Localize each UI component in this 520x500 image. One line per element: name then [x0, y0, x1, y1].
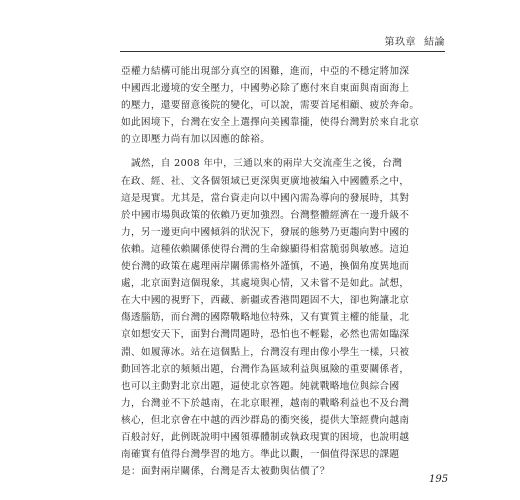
text-line: 百般討好，此例既說明中國領導體制或執政現實的困境，也說明越: [121, 431, 410, 443]
text-line: 動回答北京的頻頻出題，台灣作為區域利益與風險的重要關係者，: [121, 363, 410, 375]
running-header: [120, 36, 445, 52]
text-line: 力，台灣並不下於越南，在北京眼裡，越南的戰略利益也不及台灣: [121, 397, 410, 409]
page-number: 195: [429, 474, 449, 485]
text-line: 核心，但北京會在中越的西沙群島的衝突後，提供大筆經費向越南: [121, 414, 410, 426]
text-line: 在政、經、社、文各個領域已更深與更廣地被編入中國體系之中，: [121, 175, 410, 187]
text-line: 也可以主動對北京出題，逼使北京答題。純就戰略地位與綜合國: [121, 380, 400, 392]
text-line: 傷透腦筋，而台灣的國際戰略地位特殊，又有實質主權的能量，北: [121, 312, 410, 324]
text-line: 亞權力結構可能出現部分真空的困難，進而，中亞的不穩定將加深: [121, 66, 410, 77]
text-line: 這是現實。尤其是，當台資走向以中國內需為導向的發展時，其對: [121, 192, 410, 204]
text-line: 京如想安天下，面對台灣問題時，恐怕也不輕鬆，必然也需如臨深: [121, 329, 410, 341]
text-line: 處，北京面對這個現象，其處境與心情，又未嘗不是如此。試想，: [121, 278, 410, 290]
text-line: 如此困境下，台灣在安全上選擇向美國靠攏，使得台灣對於來自北京: [121, 117, 420, 129]
text-line: 南確實有值得台灣學習的地方。準此以觀，一個值得深思的課題: [121, 449, 400, 461]
body-text: [121, 63, 445, 480]
chapter-number: 第玖章: [384, 37, 416, 48]
paragraph: [121, 63, 445, 148]
text-line: 依賴。這種依賴關係使得台灣的生命線顯得相當脆弱與敏感。這迫: [121, 243, 410, 255]
text-line: 的立即壓力尚有加以因應的餘裕。: [121, 134, 271, 146]
text-line: 力，另一邊更向中國傾斜的狀況下，發展的態勢乃更趨向對中國的: [121, 226, 410, 238]
text-line: 使台灣的政策在處理兩岸關係需格外謹慎，不過，換個角度異地而: [121, 261, 410, 273]
paragraph: [121, 155, 445, 480]
text-line: 在大中國的視野下，西藏、新疆或香港問題固不大，卻也夠讓北京: [121, 295, 410, 307]
text-line: 誠然，自 2008 年中，三通以來的兩岸大交流產生之後，台灣: [121, 158, 403, 170]
text-line: 中國西北邊境的安全壓力，中國勢必除了應付來自東面與南面海上: [121, 83, 410, 95]
text-line: 淵、如履薄冰。站在這個點上，台灣沒有理由像小學生一樣，只被: [121, 346, 410, 358]
chapter-title: 結論: [424, 37, 445, 48]
text-line: 於中國市場與政策的依賴乃更加強烈。台灣整體經濟在一邊升級不: [121, 209, 410, 221]
text-line: 是：面對兩岸關係，台灣是否太被動與估價了？: [121, 466, 330, 478]
text-line: 的壓力，還要留意後院的變化，可以說，需要首尾相顧、疲於奔命。: [121, 100, 420, 112]
